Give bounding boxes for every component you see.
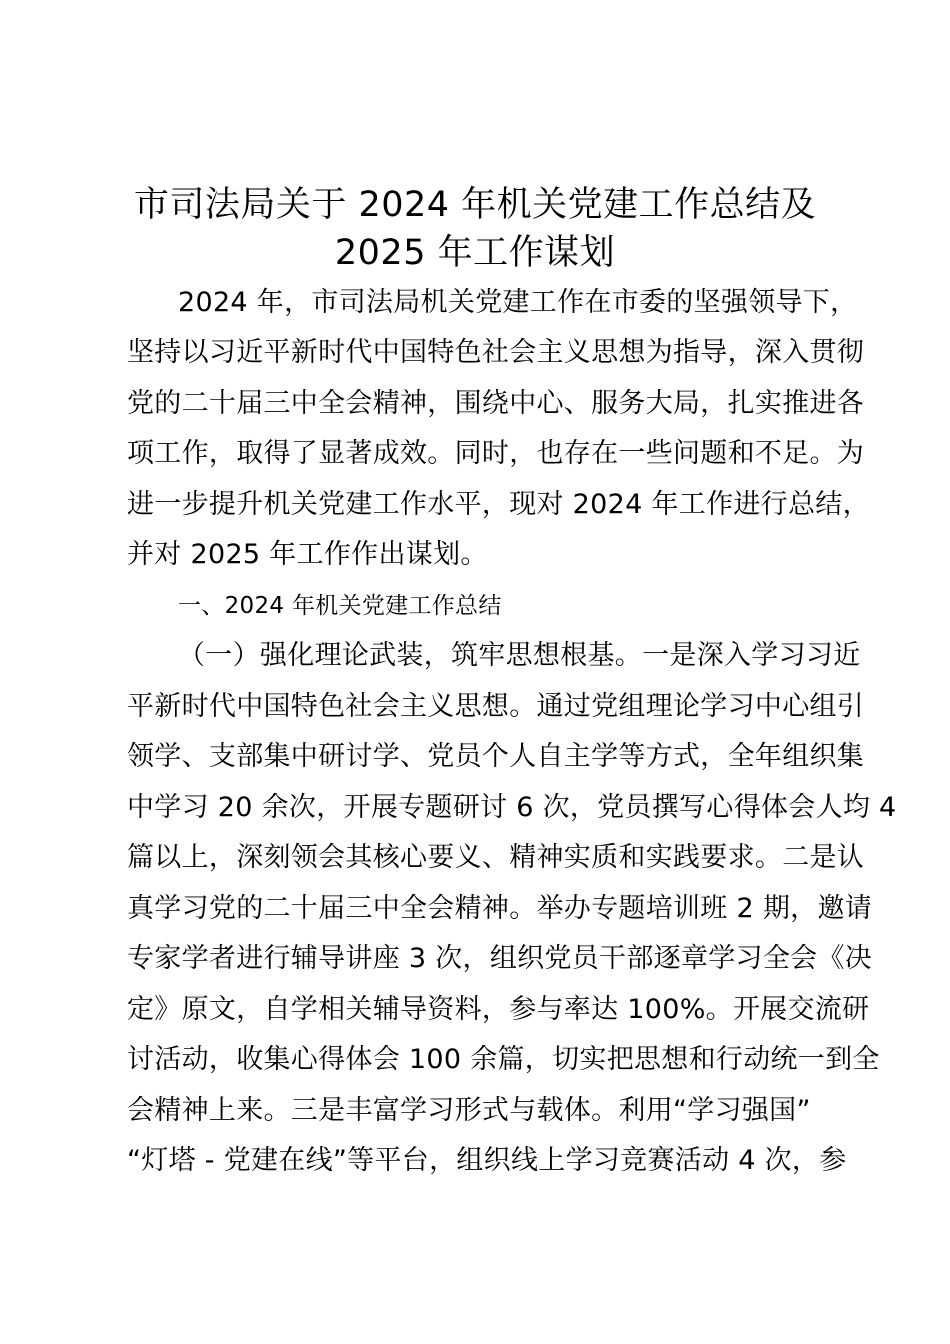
body-line-1: （一）强化理论武装，筑牢思想根基。一是深入学习习近 bbox=[178, 640, 861, 671]
body-line-2: 平新时代中国特色社会主义思想。通过党组理论学习中心组引 bbox=[127, 691, 865, 722]
intro-line-1: 2024 年，市司法局机关党建工作在市委的坚强领导下， bbox=[178, 287, 858, 318]
body-line-3: 领学、支部集中研讨学、党员个人自主学等方式，全年组织集 bbox=[127, 741, 865, 772]
intro-line-2: 坚持以习近平新时代中国特色社会主义思想为指导，深入贯彻 bbox=[127, 337, 865, 368]
intro-line-4: 项工作，取得了显著成效。同时，也存在一些问题和不足。为 bbox=[127, 438, 865, 469]
document-title-line-2: 2025 年工作谋划 bbox=[334, 233, 616, 273]
body-line-11: “灯塔 - 党建在线”等平台，组织线上学习竞赛活动 4 次，参 bbox=[127, 1145, 847, 1176]
body-line-7: 专家学者进行辅导讲座 3 次，组织党员干部逐章学习全会《决 bbox=[127, 943, 873, 974]
body-line-10: 会精神上来。三是丰富学习形式与载体。利用“学习强国” bbox=[127, 1095, 811, 1126]
body-line-5: 篇以上，深刻领会其核心要义、精神实质和实践要求。二是认 bbox=[127, 842, 865, 873]
body-line-6: 真学习党的二十届三中全会精神。举办专题培训班 2 期，邀请 bbox=[127, 893, 873, 924]
document-title-line-1: 市司法局关于 2024 年机关党建工作总结及 bbox=[133, 185, 817, 225]
section-heading: 一、2024 年机关党建工作总结 bbox=[178, 593, 502, 619]
intro-line-6: 并对 2025 年工作作出谋划。 bbox=[127, 539, 488, 570]
intro-line-5: 进一步提升机关党建工作水平，现对 2024 年工作进行总结， bbox=[127, 489, 870, 520]
body-line-9: 讨活动，收集心得体会 100 余篇，切实把思想和行动统一到全 bbox=[127, 1044, 880, 1075]
body-line-8: 定》原文，自学相关辅导资料，参与率达 100%。开展交流研 bbox=[127, 994, 870, 1025]
body-line-4: 中学习 20 余次，开展专题研讨 6 次，党员撰写心得体会人均 4 bbox=[127, 792, 897, 823]
intro-line-3: 党的二十届三中全会精神，围绕中心、服务大局，扎实推进各 bbox=[127, 388, 865, 419]
